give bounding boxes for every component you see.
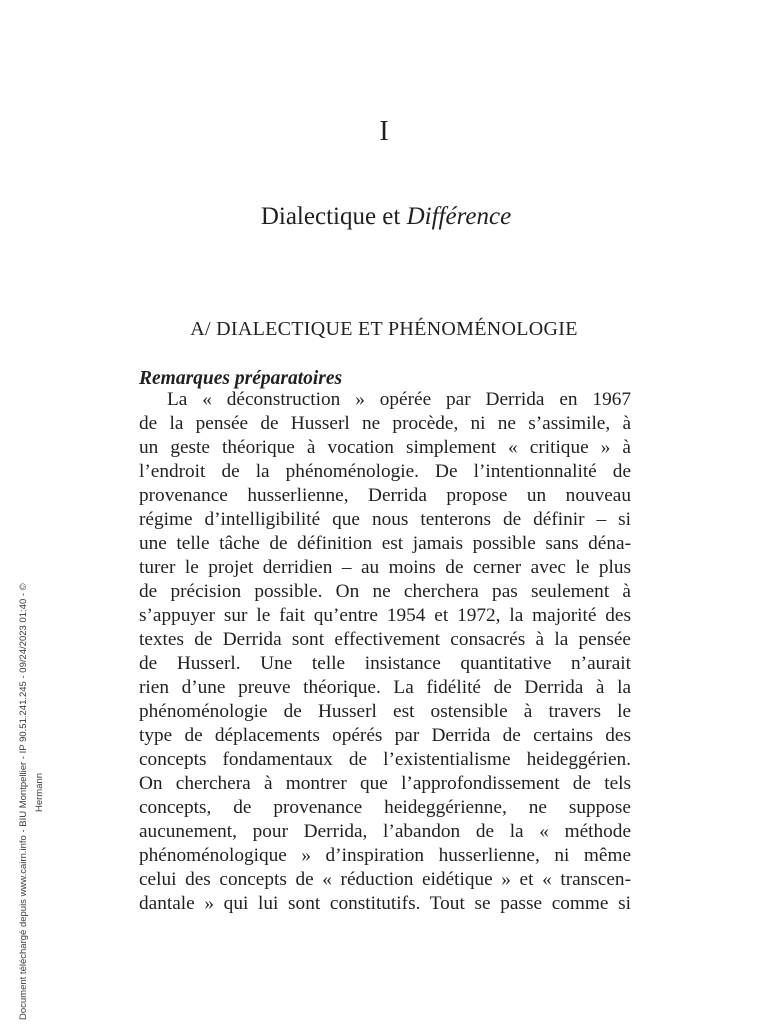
body-line: de la pensée de Husserl ne procède, ni ne s’assimile, à xyxy=(139,413,631,434)
body-line: s’appuyer sur le fait qu’entre 1954 et 1972, la majorité des xyxy=(139,605,631,626)
body-line: celui des concepts de « réduction eidétique » et « transcen- xyxy=(139,869,631,890)
body-line: phénoménologie de Husserl est ostensible à travers le xyxy=(139,701,631,722)
body-text xyxy=(139,388,631,916)
subheading: Remarques préparatoires xyxy=(139,368,343,389)
body-line: phénoménologique » d’inspiration husserlienne, ni même xyxy=(139,845,631,866)
body-line: concepts, de provenance heideggérienne, ne suppose xyxy=(139,797,631,818)
body-line: On cherchera à montrer que l’approfondissement de tels xyxy=(139,773,631,794)
body-line: de Husserl. Une telle insistance quantitative n’aurait xyxy=(139,653,631,674)
chapter-title-italic: Différence xyxy=(406,203,512,230)
body-line: La « déconstruction » opérée par Derrida en 1967 xyxy=(167,389,631,410)
chapter-title-roman: Dialectique et xyxy=(260,203,407,230)
body-line: l’endroit de la phénoménologie. De l’intentionnalité de xyxy=(139,461,631,482)
download-notice: Document téléchargé depuis www.cairn.info - BIU Montpellier - IP 90.51.241.245 - 09/24/2023 01:40 - © xyxy=(18,583,29,1020)
body-line: dantale » qui lui sont constitutifs. Tout se passe comme si xyxy=(139,893,631,914)
body-line: de précision possible. On ne cherchera pas seulement à xyxy=(139,581,631,602)
chapter-title xyxy=(2,199,768,235)
body-line: concepts fondamentaux de l’existentialisme heideggérien. xyxy=(139,749,631,770)
body-line: un geste théorique à vocation simplement « critique » à xyxy=(139,437,631,458)
body-line: textes de Derrida sont effectivement consacrés à la pensée xyxy=(139,629,631,650)
body-line: une telle tâche de définition est jamais possible sans déna- xyxy=(139,533,631,554)
body-line: type de déplacements opérés par Derrida de certains des xyxy=(139,725,631,746)
body-line: turer le projet derridien – au moins de cerner avec le plus xyxy=(139,557,631,578)
chapter-number: I xyxy=(379,116,389,147)
publisher-notice: Hermann xyxy=(34,772,45,812)
body-line: provenance husserlienne, Derrida propose un nouveau xyxy=(139,485,631,506)
body-line: rien d’une preuve théorique. La fidélité de Derrida à la xyxy=(139,677,631,698)
body-line: aucunement, pour Derrida, l’abandon de la « méthode xyxy=(139,821,631,842)
section-title: A/ DIALECTIQUE ET PHÉNOMÉNOLOGIE xyxy=(190,318,578,340)
body-line: régime d’intelligibilité que nous tenterons de définir – si xyxy=(139,509,631,530)
